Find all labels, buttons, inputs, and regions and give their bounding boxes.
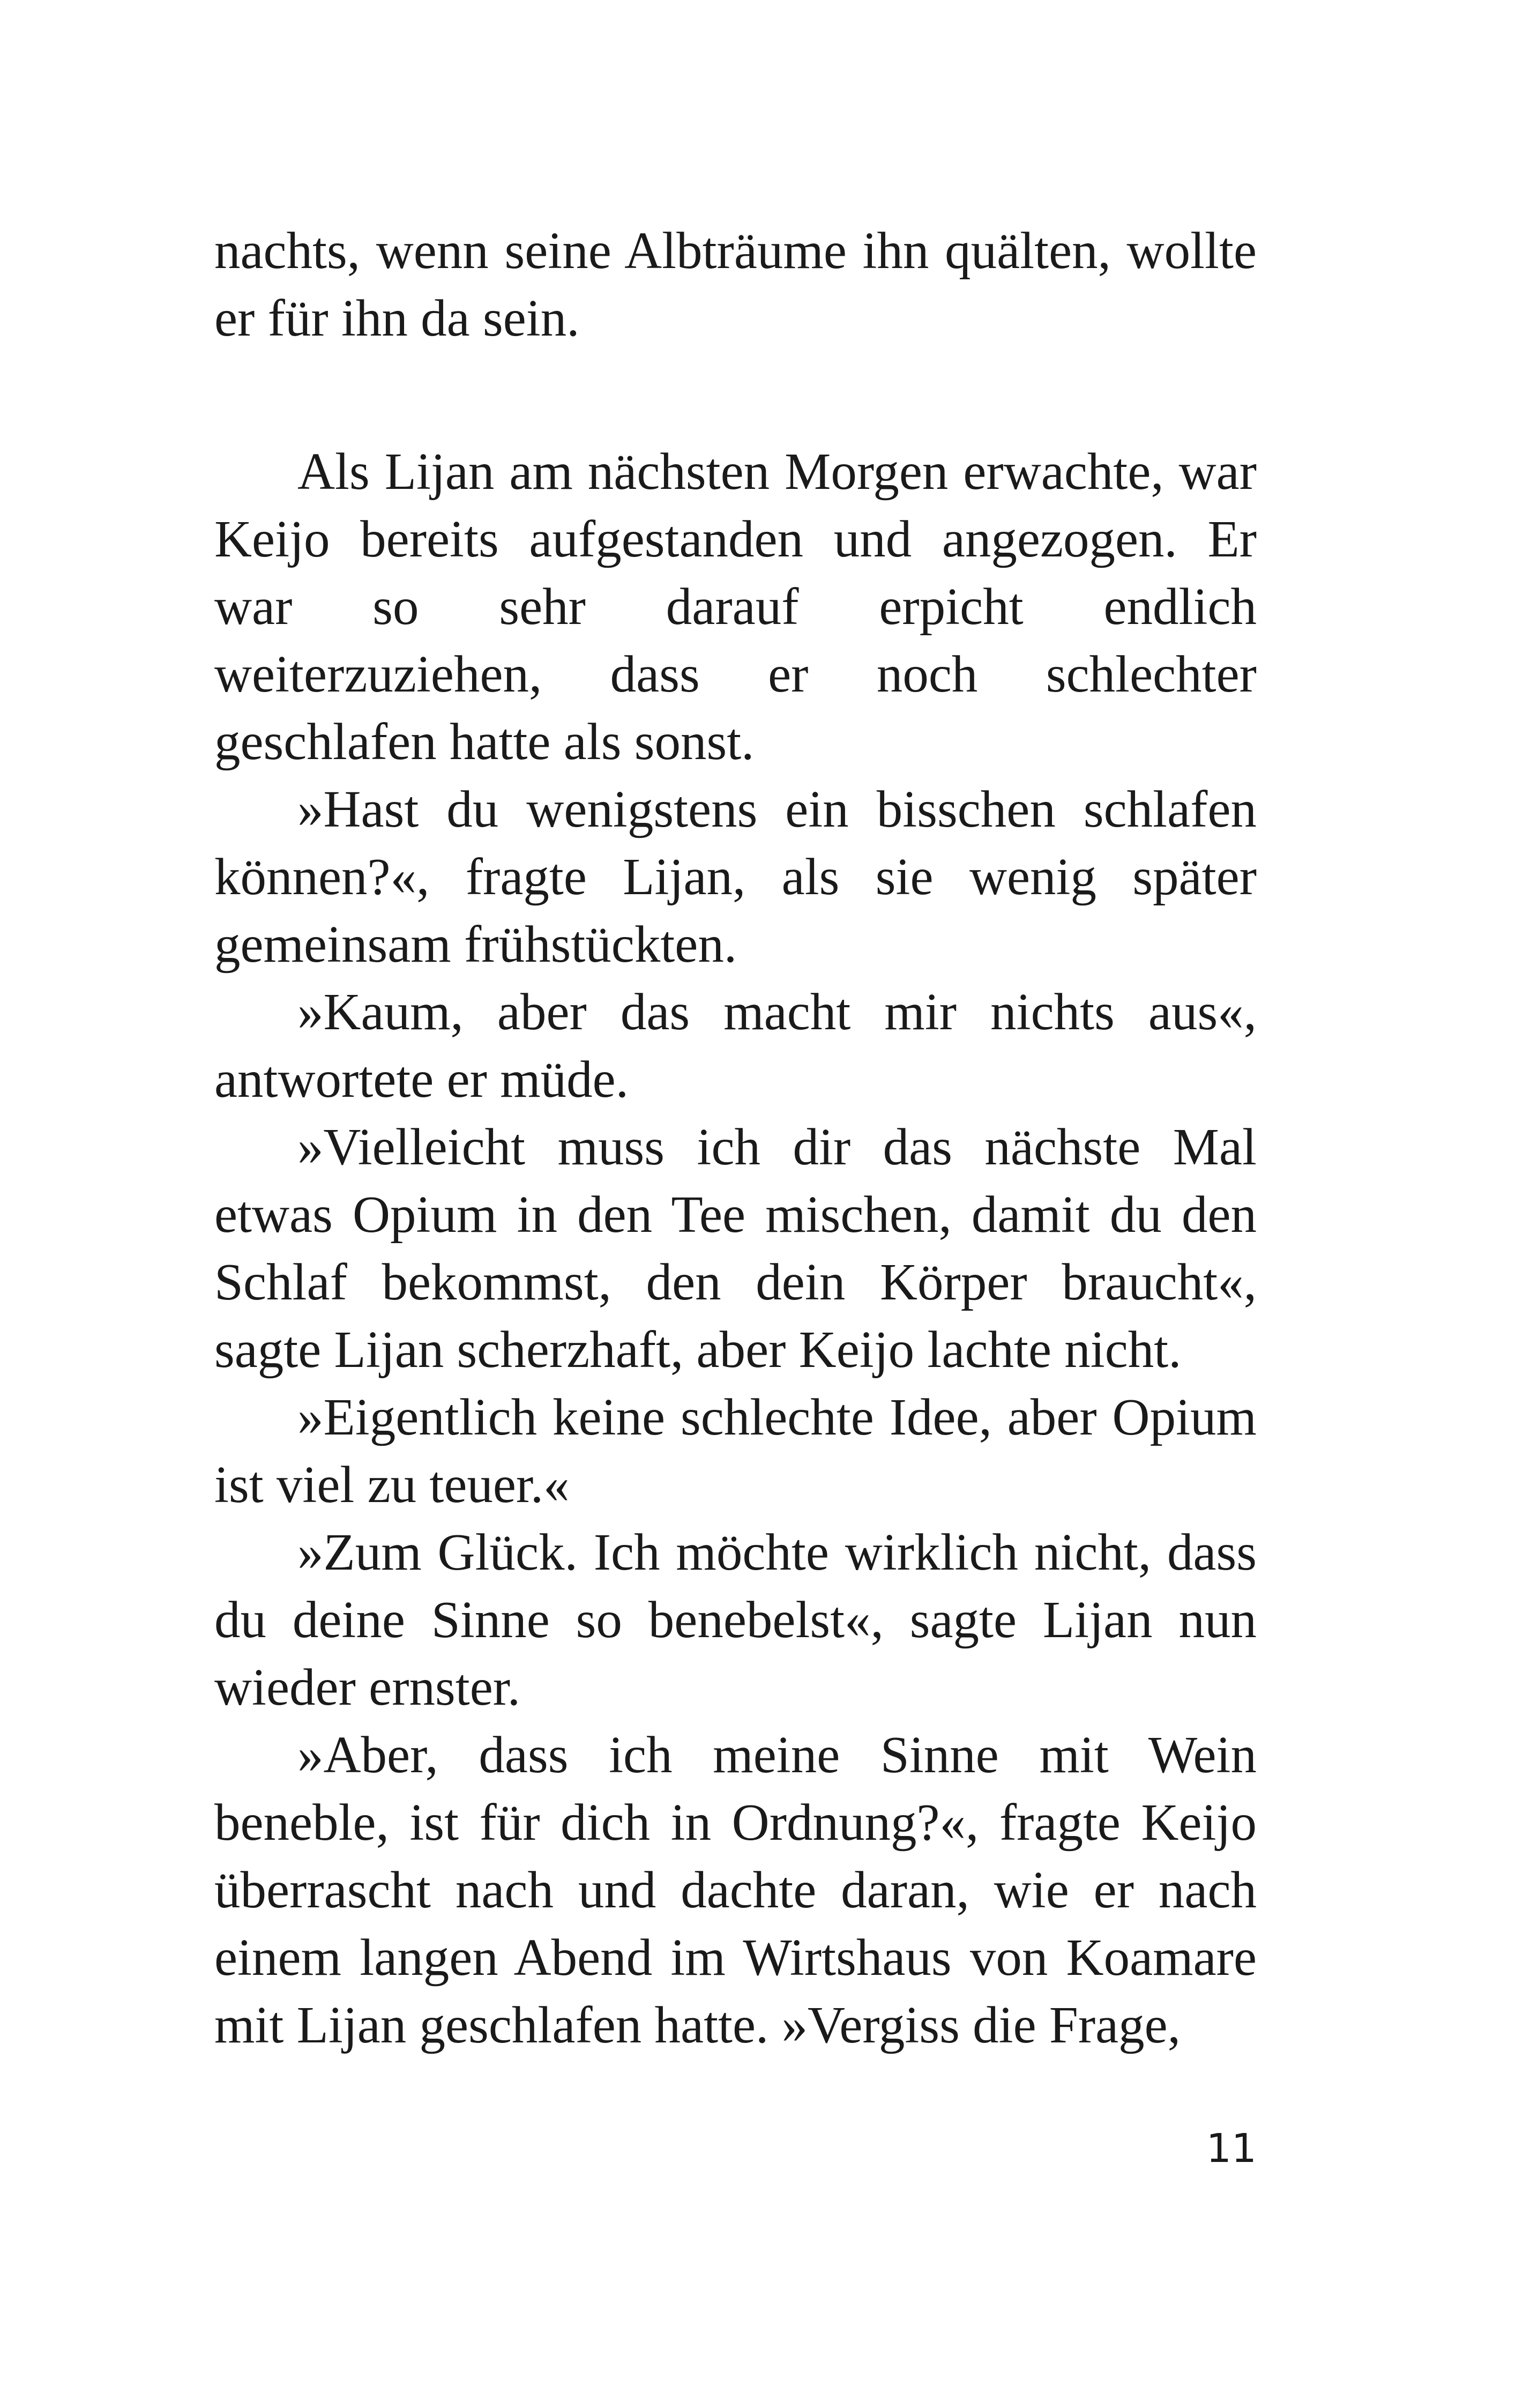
paragraph: »Aber, dass ich meine Sinne mit Wein beneble, ist für dich in Ordnung?«, fragte Keijo überrascht nach und dachte daran, wie er nach einem langen Abend im Wirtshaus von Koamare mit Lijan geschlafen hatte. »Vergiss die Frage, (214, 1726, 1257, 2054)
page-number: 11 (1206, 2125, 1257, 2172)
paragraph: »Vielleicht muss ich dir das nächste Mal etwas Opium in den Tee mischen, damit du den Schlaf bekommst, den dein Körper braucht«, sagte Lijan scherzhaft, aber Keijo lachte nicht. (214, 1118, 1257, 1378)
paragraph: »Zum Glück. Ich möchte wirklich nicht, dass du deine Sinne so benebelst«, sagte Lijan nun wieder ernster. (214, 1523, 1257, 1716)
paragraph-continuation: nachts, wenn seine Albträume ihn quälten, wollte er für ihn da sein. (214, 222, 1257, 347)
paragraph: »Eigentlich keine schlechte Idee, aber Opium ist viel zu teuer.« (214, 1388, 1257, 1513)
body-text (214, 217, 1257, 2059)
paragraph: »Kaum, aber das macht mir nichts aus«, antwortete er müde. (214, 983, 1257, 1108)
paragraph-section-start: Als Lijan am nächsten Morgen erwachte, war Keijo bereits aufgestanden und angezogen. Er war so sehr darauf erpicht endlich weiterzuziehen, dass er noch schlechter geschlafen hatte als sonst. (214, 443, 1257, 770)
paragraph: »Hast du wenigstens ein bisschen schlafen können?«, fragte Lijan, als sie wenig später gemeinsam frühstückten. (214, 781, 1257, 973)
